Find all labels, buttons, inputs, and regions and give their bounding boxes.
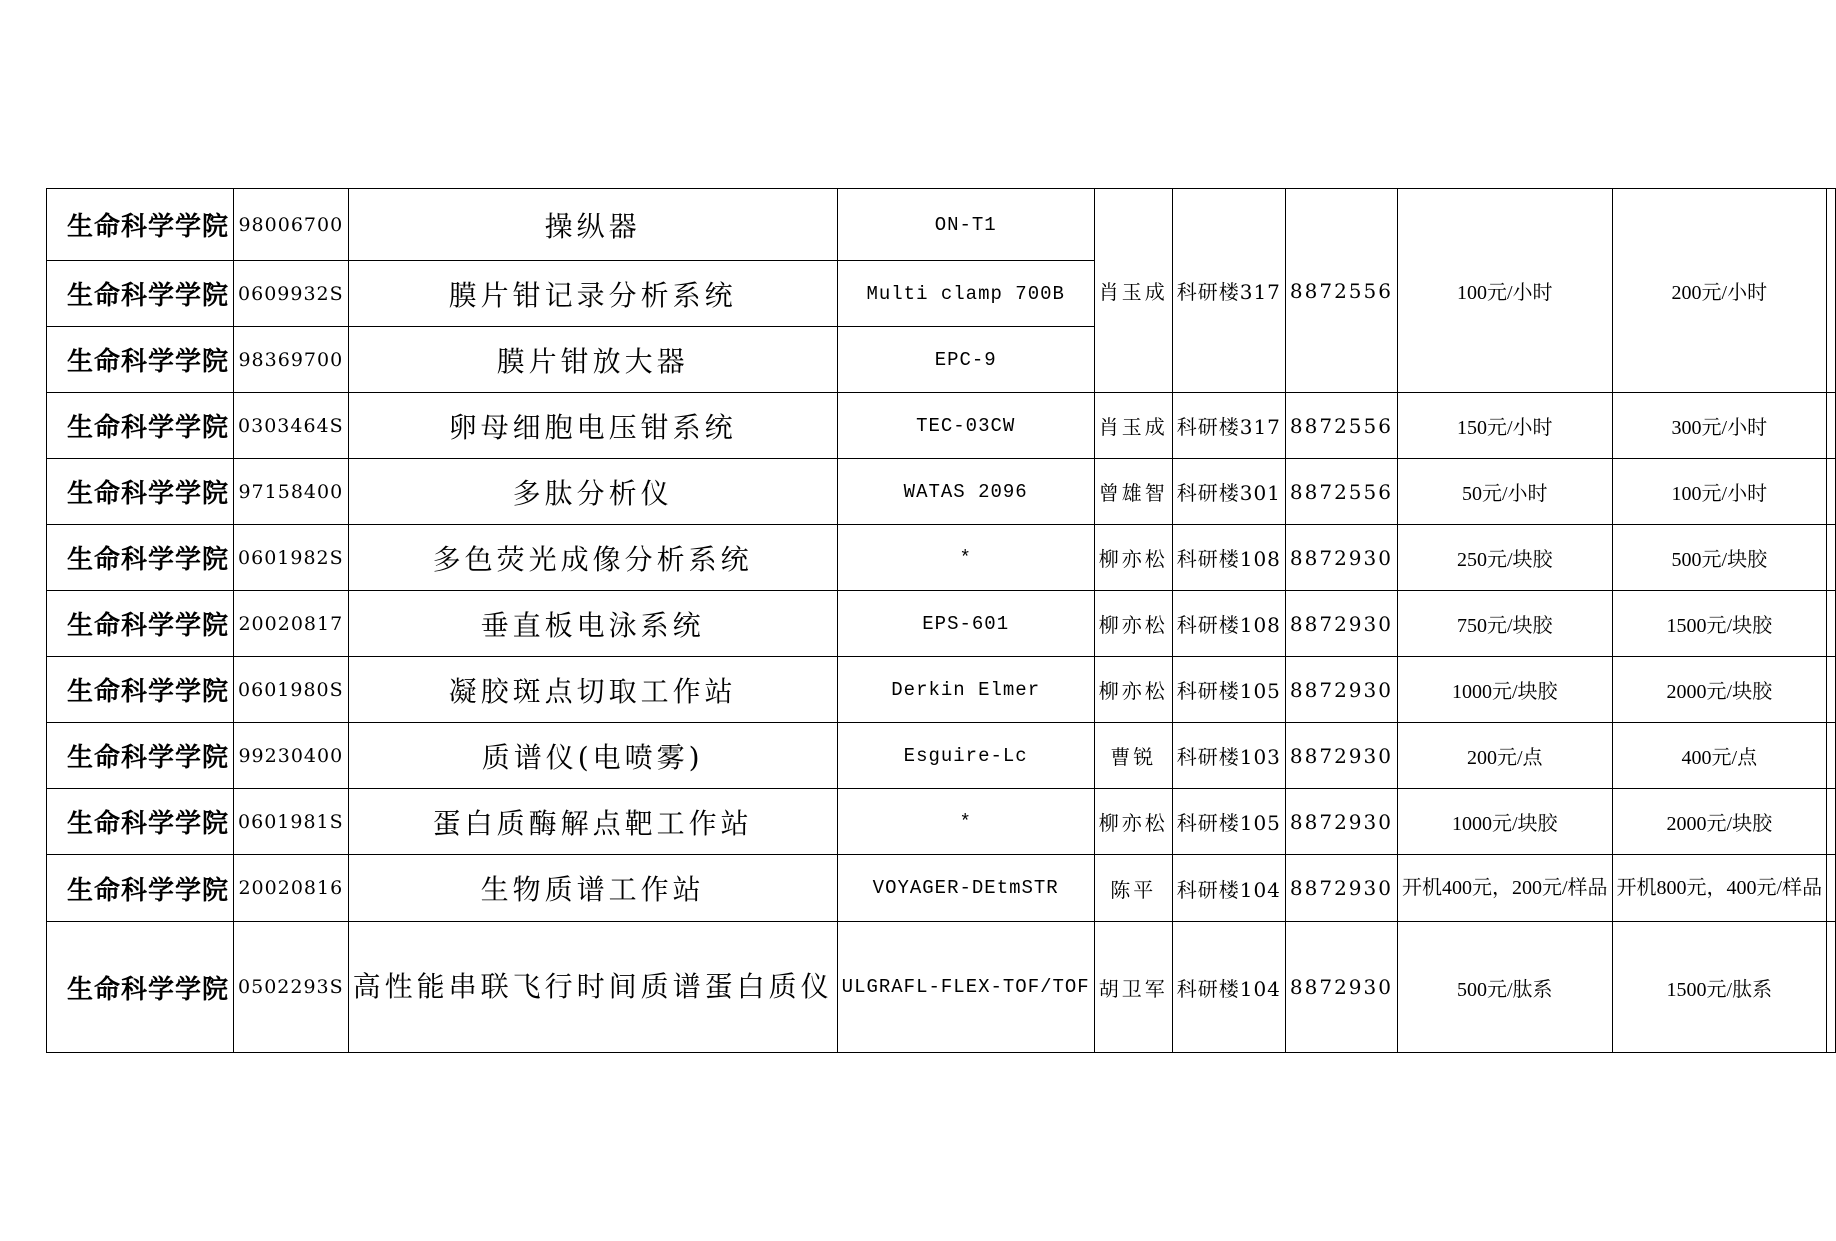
table-row <box>47 723 1836 789</box>
contact-person-cell: 肖玉成 <box>1094 189 1172 393</box>
phone-cell: 8872930 <box>1285 922 1397 1053</box>
department-cell: 生命科学学院 <box>47 591 234 657</box>
table-row <box>47 591 1836 657</box>
asset-code-cell: 0303464S <box>234 393 349 459</box>
internal-price-cell: 200元/点 <box>1397 723 1612 789</box>
department-cell: 生命科学学院 <box>47 459 234 525</box>
internal-price-cell: 100元/小时 <box>1397 189 1612 393</box>
asset-code-cell: 99230400 <box>234 723 349 789</box>
department-cell: 生命科学学院 <box>47 657 234 723</box>
department-cell: 生命科学学院 <box>47 393 234 459</box>
phone-cell: 8872930 <box>1285 723 1397 789</box>
remark-cell <box>1827 657 1836 723</box>
contact-person-cell: 胡卫军 <box>1094 922 1172 1053</box>
department-cell: 生命科学学院 <box>47 922 234 1053</box>
external-price-cell: 500元/块胶 <box>1612 525 1827 591</box>
table-row <box>47 789 1836 855</box>
instrument-name-cell: 凝胶斑点切取工作站 <box>348 657 837 723</box>
location-cell: 科研楼317 <box>1172 189 1285 393</box>
location-cell: 科研楼104 <box>1172 855 1285 922</box>
instrument-name-cell: 生物质谱工作站 <box>348 855 837 922</box>
asset-code-cell: 0601982S <box>234 525 349 591</box>
instrument-name-cell: 蛋白质酶解点靶工作站 <box>348 789 837 855</box>
external-price-cell: 1500元/块胶 <box>1612 591 1827 657</box>
table-row <box>47 657 1836 723</box>
phone-cell: 8872930 <box>1285 789 1397 855</box>
remark-cell <box>1827 789 1836 855</box>
model-cell: * <box>837 789 1094 855</box>
location-cell: 科研楼103 <box>1172 723 1285 789</box>
internal-price-cell: 150元/小时 <box>1397 393 1612 459</box>
equipment-table <box>46 188 1836 1053</box>
location-cell: 科研楼105 <box>1172 657 1285 723</box>
contact-person-cell: 陈平 <box>1094 855 1172 922</box>
location-cell: 科研楼105 <box>1172 789 1285 855</box>
instrument-name-cell: 膜片钳记录分析系统 <box>348 261 837 327</box>
model-cell: ON-T1 <box>837 189 1094 261</box>
external-price-cell: 开机800元，400元/样品 <box>1612 855 1827 922</box>
remark-cell <box>1827 525 1836 591</box>
remark-cell <box>1827 459 1836 525</box>
remark-cell <box>1827 723 1836 789</box>
contact-person-cell: 肖玉成 <box>1094 393 1172 459</box>
location-cell: 科研楼317 <box>1172 393 1285 459</box>
contact-person-cell: 曾雄智 <box>1094 459 1172 525</box>
contact-person-cell: 曹锐 <box>1094 723 1172 789</box>
department-cell: 生命科学学院 <box>47 789 234 855</box>
department-cell: 生命科学学院 <box>47 525 234 591</box>
asset-code-cell: 0609932S <box>234 261 349 327</box>
instrument-name-cell: 膜片钳放大器 <box>348 327 837 393</box>
internal-price-cell: 250元/块胶 <box>1397 525 1612 591</box>
location-cell: 科研楼104 <box>1172 922 1285 1053</box>
phone-cell: 8872930 <box>1285 657 1397 723</box>
external-price-cell: 2000元/块胶 <box>1612 789 1827 855</box>
model-cell: ULGRAFL-FLEX-TOF/TOF <box>837 922 1094 1053</box>
model-cell: Esguire-Lc <box>837 723 1094 789</box>
model-cell: EPS-601 <box>837 591 1094 657</box>
internal-price-cell: 1000元/块胶 <box>1397 789 1612 855</box>
remark-cell <box>1827 189 1836 393</box>
model-cell: Derkin Elmer <box>837 657 1094 723</box>
contact-person-cell: 柳亦松 <box>1094 591 1172 657</box>
remark-cell <box>1827 922 1836 1053</box>
table-row <box>47 922 1836 1053</box>
phone-cell: 8872556 <box>1285 189 1397 393</box>
department-cell: 生命科学学院 <box>47 261 234 327</box>
asset-code-cell: 98369700 <box>234 327 349 393</box>
table-row <box>47 189 1836 261</box>
instrument-name-cell: 多色荧光成像分析系统 <box>348 525 837 591</box>
asset-code-cell: 97158400 <box>234 459 349 525</box>
phone-cell: 8872930 <box>1285 525 1397 591</box>
internal-price-cell: 500元/肽系 <box>1397 922 1612 1053</box>
table-row <box>47 459 1836 525</box>
model-cell: * <box>837 525 1094 591</box>
phone-cell: 8872930 <box>1285 591 1397 657</box>
phone-cell: 8872556 <box>1285 459 1397 525</box>
external-price-cell: 400元/点 <box>1612 723 1827 789</box>
external-price-cell: 2000元/块胶 <box>1612 657 1827 723</box>
phone-cell: 8872930 <box>1285 855 1397 922</box>
contact-person-cell: 柳亦松 <box>1094 657 1172 723</box>
department-cell: 生命科学学院 <box>47 189 234 261</box>
instrument-name-cell: 多肽分析仪 <box>348 459 837 525</box>
instrument-name-cell: 操纵器 <box>348 189 837 261</box>
asset-code-cell: 0502293S <box>234 922 349 1053</box>
department-cell: 生命科学学院 <box>47 855 234 922</box>
internal-price-cell: 50元/小时 <box>1397 459 1612 525</box>
model-cell: EPC-9 <box>837 327 1094 393</box>
instrument-name-cell: 垂直板电泳系统 <box>348 591 837 657</box>
external-price-cell: 1500元/肽系 <box>1612 922 1827 1053</box>
external-price-cell: 200元/小时 <box>1612 189 1827 393</box>
location-cell: 科研楼108 <box>1172 591 1285 657</box>
internal-price-cell: 1000元/块胶 <box>1397 657 1612 723</box>
department-cell: 生命科学学院 <box>47 327 234 393</box>
remark-cell <box>1827 591 1836 657</box>
phone-cell: 8872556 <box>1285 393 1397 459</box>
contact-person-cell: 柳亦松 <box>1094 789 1172 855</box>
remark-cell <box>1827 855 1836 922</box>
location-cell: 科研楼301 <box>1172 459 1285 525</box>
location-cell: 科研楼108 <box>1172 525 1285 591</box>
table-row <box>47 855 1836 922</box>
instrument-name-cell: 高性能串联飞行时间质谱蛋白质仪 <box>348 922 837 1053</box>
internal-price-cell: 750元/块胶 <box>1397 591 1612 657</box>
model-cell: WATAS 2096 <box>837 459 1094 525</box>
table-row <box>47 393 1836 459</box>
model-cell: Multi clamp 700B <box>837 261 1094 327</box>
asset-code-cell: 20020816 <box>234 855 349 922</box>
remark-cell <box>1827 393 1836 459</box>
model-cell: VOYAGER-DEtmSTR <box>837 855 1094 922</box>
instrument-name-cell: 质谱仪(电喷雾) <box>348 723 837 789</box>
asset-code-cell: 0601981S <box>234 789 349 855</box>
table-row <box>47 525 1836 591</box>
asset-code-cell: 20020817 <box>234 591 349 657</box>
asset-code-cell: 98006700 <box>234 189 349 261</box>
contact-person-cell: 柳亦松 <box>1094 525 1172 591</box>
department-cell: 生命科学学院 <box>47 723 234 789</box>
asset-code-cell: 0601980S <box>234 657 349 723</box>
model-cell: TEC-03CW <box>837 393 1094 459</box>
instrument-name-cell: 卵母细胞电压钳系统 <box>348 393 837 459</box>
internal-price-cell: 开机400元，200元/样品 <box>1397 855 1612 922</box>
external-price-cell: 300元/小时 <box>1612 393 1827 459</box>
external-price-cell: 100元/小时 <box>1612 459 1827 525</box>
